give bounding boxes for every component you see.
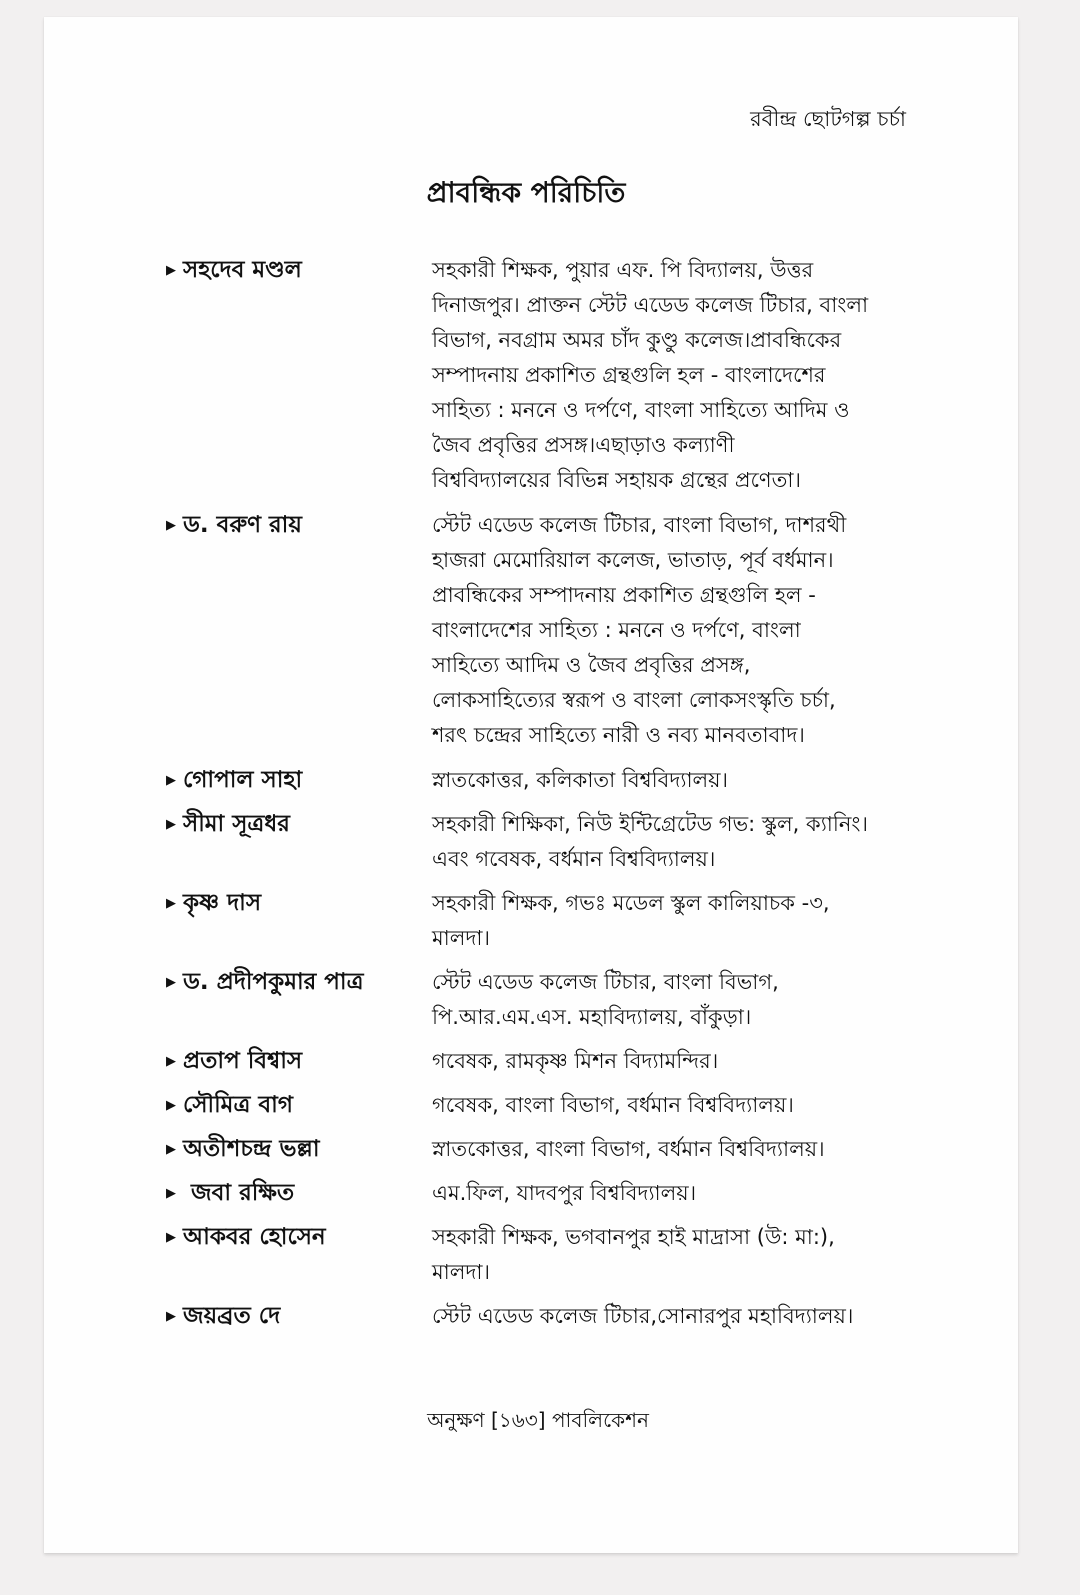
description-line: বিশ্ববিদ্যালয়ের বিভিন্ন সহায়ক গ্রন্থের প্রণেতা। bbox=[432, 468, 801, 492]
bullet-triangle-icon: ▶ bbox=[166, 1098, 176, 1113]
document-page bbox=[44, 17, 1018, 1553]
bullet-triangle-icon: ▶ bbox=[166, 773, 176, 788]
description-line: লোকসাহিত্যের স্বরূপ ও বাংলা লোকসংস্কৃতি চর্চা, bbox=[432, 688, 836, 712]
contributor-description bbox=[432, 1132, 926, 1167]
description-line: বাংলাদেশের সাহিত্য : মননে ও দর্পণে, বাংলা bbox=[432, 618, 801, 642]
description-line: গবেষক, রামকৃষ্ণ মিশন বিদ্যামন্দির। bbox=[432, 1049, 719, 1073]
contributor-description bbox=[432, 1220, 926, 1290]
contributor-name: প্রতাপ বিশ্বাস bbox=[183, 1048, 303, 1074]
page-title: প্রাবন্ধিক পরিচিতি bbox=[426, 176, 626, 209]
contributor-name: ড. বরুণ রায় bbox=[183, 512, 302, 538]
contributor-description bbox=[432, 508, 926, 753]
contributor-list bbox=[166, 253, 926, 1334]
description-line: স্টেট এডেড কলেজ টিচার, বাংলা বিভাগ, দাশরথী bbox=[432, 513, 847, 537]
description-line: হাজরা মেমোরিয়াল কলেজ, ভাতাড়, পূর্ব বর্ধমান। bbox=[432, 548, 834, 572]
contributor-description bbox=[432, 807, 926, 877]
contributor-entry bbox=[166, 886, 926, 956]
description-line: গবেষক, বাংলা বিভাগ, বর্ধমান বিশ্ববিদ্যালয়। bbox=[432, 1093, 794, 1117]
bullet-triangle-icon: ▶ bbox=[166, 263, 176, 278]
description-line: সম্পাদনায় প্রকাশিত গ্রন্থগুলি হল - বাংলাদেশের bbox=[432, 363, 826, 387]
contributor-name: সহদেব মণ্ডল bbox=[183, 257, 302, 283]
description-line: সহকারী শিক্ষক, ভগবানপুর হাই মাদ্রাসা (উ: মা:), bbox=[432, 1225, 835, 1249]
description-line: স্নাতকোত্তর, বাংলা বিভাগ, বর্ধমান বিশ্ববিদ্যালয়। bbox=[432, 1137, 825, 1161]
bullet-triangle-icon: ▶ bbox=[166, 518, 176, 533]
contributor-entry bbox=[166, 965, 926, 1035]
page-footer: অনুক্ষণ [১৬৩] পাবলিকেশন bbox=[427, 1408, 649, 1432]
contributor-entry bbox=[166, 1088, 926, 1123]
description-line: সহকারী শিক্ষক, গভঃ মডেল স্কুল কালিয়াচক -৩, bbox=[432, 891, 830, 915]
contributor-description bbox=[432, 1088, 926, 1123]
description-line: স্টেট এডেড কলেজ টিচার, বাংলা বিভাগ, bbox=[432, 970, 779, 994]
contributor-name: জয়ব্রত দে bbox=[183, 1303, 281, 1329]
description-line: এম.ফিল, যাদবপুর বিশ্ববিদ্যালয়। bbox=[432, 1181, 697, 1205]
description-line: স্টেট এডেড কলেজ টিচার,সোনারপুর মহাবিদ্যালয়। bbox=[432, 1304, 854, 1328]
description-line: জৈব প্রবৃত্তির প্রসঙ্গ।এছাড়াও কল্যাণী bbox=[432, 433, 735, 457]
description-line: সহকারী শিক্ষক, পুয়ার এফ. পি বিদ্যালয়, উত্তর bbox=[432, 258, 814, 282]
description-line: সহকারী শিক্ষিকা, নিউ ইন্টিগ্রেটেড গভ: স্কুল, ক্যানিং। bbox=[432, 812, 868, 836]
contributor-description bbox=[432, 1299, 926, 1334]
contributor-entry bbox=[166, 1132, 926, 1167]
contributor-name: কৃষ্ণ দাস bbox=[183, 890, 262, 916]
contributor-entry bbox=[166, 807, 926, 877]
running-head: রবীন্দ্র ছোটগল্প চর্চা bbox=[750, 107, 906, 131]
description-line: প্রাবন্ধিকের সম্পাদনায় প্রকাশিত গ্রন্থগুলি হল - bbox=[432, 583, 816, 607]
description-line: পি.আর.এম.এস. মহাবিদ্যালয়, বাঁকুড়া। bbox=[432, 1005, 752, 1029]
contributor-description bbox=[432, 886, 926, 956]
bullet-triangle-icon: ▶ bbox=[166, 817, 176, 832]
bullet-triangle-icon: ▶ bbox=[166, 1142, 176, 1157]
contributor-name: সীমা সূত্রধর bbox=[183, 811, 290, 837]
description-line: মালদা। bbox=[432, 1260, 491, 1284]
contributor-name: গোপাল সাহা bbox=[183, 767, 303, 793]
description-line: শরৎ চন্দ্রের সাহিত্যে নারী ও নব্য মানবতাবাদ। bbox=[432, 723, 805, 747]
bullet-triangle-icon: ▶ bbox=[166, 1186, 176, 1201]
contributor-description bbox=[432, 1044, 926, 1079]
bullet-triangle-icon: ▶ bbox=[166, 975, 176, 990]
bullet-triangle-icon: ▶ bbox=[166, 896, 176, 911]
description-line: স্নাতকোত্তর, কলিকাতা বিশ্ববিদ্যালয়। bbox=[432, 768, 729, 792]
contributor-name: জবা রক্ষিত bbox=[183, 1180, 295, 1206]
contributor-entry bbox=[166, 1044, 926, 1079]
bullet-triangle-icon: ▶ bbox=[166, 1054, 176, 1069]
bullet-triangle-icon: ▶ bbox=[166, 1230, 176, 1245]
contributor-description bbox=[432, 763, 926, 798]
description-line: সাহিত্য : মননে ও দর্পণে, বাংলা সাহিত্যে আদিম ও bbox=[432, 398, 850, 422]
contributor-entry bbox=[166, 508, 926, 753]
contributor-description bbox=[432, 253, 926, 498]
bullet-triangle-icon: ▶ bbox=[166, 1309, 176, 1324]
contributor-entry bbox=[166, 1176, 926, 1211]
contributor-name: আকবর হোসেন bbox=[183, 1224, 326, 1250]
contributor-name: ড. প্রদীপকুমার পাত্র bbox=[183, 969, 364, 995]
contributor-description bbox=[432, 1176, 926, 1211]
description-line: দিনাজপুর। প্রাক্তন স্টেট এডেড কলেজ টিচার, বাংলা bbox=[432, 293, 869, 317]
contributor-entry bbox=[166, 253, 926, 498]
description-line: মালদা। bbox=[432, 926, 491, 950]
contributor-entry bbox=[166, 1299, 926, 1334]
description-line: এবং গবেষক, বর্ধমান বিশ্ববিদ্যালয়। bbox=[432, 847, 716, 871]
contributor-description bbox=[432, 965, 926, 1035]
description-line: বিভাগ, নবগ্রাম অমর চাঁদ কুণ্ডু কলেজ।প্রাবন্ধিকের bbox=[432, 328, 842, 352]
contributor-name: অতীশচন্দ্র ভল্লা bbox=[183, 1136, 320, 1162]
contributor-entry bbox=[166, 1220, 926, 1290]
description-line: সাহিত্যে আদিম ও জৈব প্রবৃত্তির প্রসঙ্গ, bbox=[432, 653, 751, 677]
contributor-entry bbox=[166, 763, 926, 798]
contributor-name: সৌমিত্র বাগ bbox=[183, 1092, 293, 1118]
